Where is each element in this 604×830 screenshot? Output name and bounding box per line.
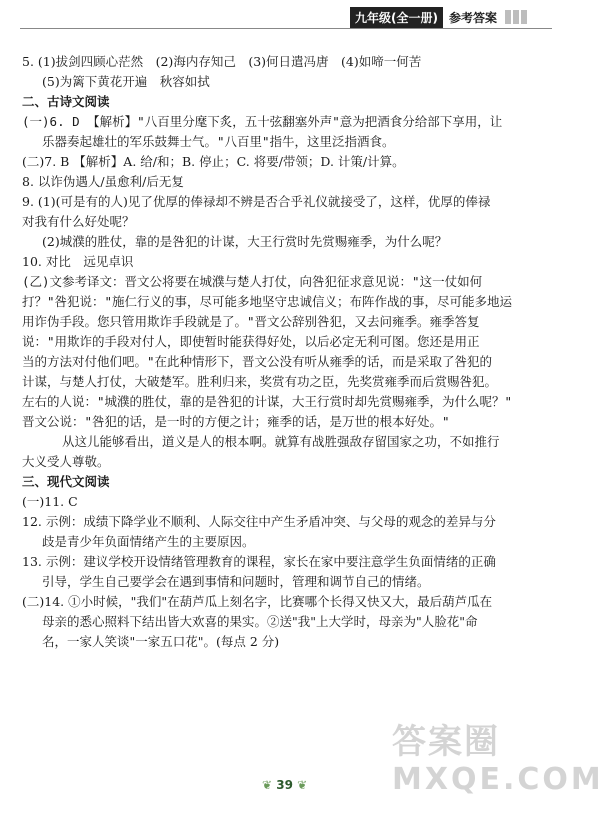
page-number-text: 39 [276, 778, 293, 792]
answer-line: 13. 示例：建议学校开设情绪管理教育的课程，家长在家中要注意学生负面情绪的正确 [22, 554, 496, 569]
translation-line: 从这儿能够看出，道义是人的根本啊。就算有战胜强敌存留国家之功，不如推行 [62, 434, 500, 449]
answer-line: 乐器奏起雄壮的军乐鼓舞士气。"八百里"指牛，这里泛指酒食。 [42, 134, 395, 149]
translation-line: 打？"咎犯说："施仁行义的事，尽可能多地坚守忠诚信义；布阵作战的事，尽可能多地运 [22, 294, 513, 309]
answer-line: 5. (1)拔剑四顾心茫然 (2)海内存知己 (3)何日遣冯唐 (4)如啼一何苦 [22, 54, 422, 69]
translation-line: 当的方法对付他们吧。"在此种情形下，晋文公没有听从雍季的话，而是采取了咎犯的 [22, 354, 493, 369]
answer-line: (二)14. ①小时候，"我们"在葫芦瓜上刻名字，比赛哪个长得又快又大，最后葫芦瓜在 [22, 594, 493, 609]
translation-line: 左右的人说："城濮的胜仗，靠的是咎犯的计谋，大王行赏时却先赏赐雍季，为什么呢？" [22, 394, 513, 409]
answer-line: 对我有什么好处呢？ [22, 214, 135, 229]
translation-line: 晋文公说："咎犯的话，是一时的方便之计；雍季的话，是万世的根本好处。" [22, 414, 450, 429]
section-heading: 二、古诗文阅读 [22, 94, 110, 109]
grade-badge: 九年级(全一册) [350, 7, 443, 28]
answer-line: 9. (1)(可是有的人)见了优厚的俸禄却不辨是否合乎礼仪就接受了，这样，优厚的俸禄 [22, 194, 491, 209]
answer-line: 母亲的悉心照料下结出皆大欢喜的果实。②送"我"上大学时，母亲为"人脸花"命 [42, 614, 478, 629]
answer-line: 12. 示例：成绩下降学业不顺利、人际交往中产生矛盾冲突、与父母的观念的差异与分 [22, 514, 496, 529]
translation-line: 用诈伪手段。您只管用欺诈手段就是了。"晋文公辞别咎犯，又去问雍季。雍季答复 [22, 314, 480, 329]
leaf-left-icon: ❦ [262, 778, 273, 792]
answer-line: (2)城濮的胜仗，靠的是咎犯的计谋，大王行赏时先赏赐雍季，为什么呢？ [42, 234, 448, 249]
section-heading: 三、现代文阅读 [22, 474, 110, 489]
watermark-en: MXQE.COM [392, 762, 604, 797]
answer-line: 名，一家人笑谈"一家五口花"。(每点 2 分) [42, 634, 280, 649]
watermark [392, 722, 604, 822]
answer-line: (一)6. D 【解析】"八百里分麾下炙，五十弦翻塞外声"意为把酒食分给部下享用，让 [22, 114, 503, 129]
answer-line: (二)7. B 【解析】A. 给/和；B. 停止；C. 将要/带领；D. 计策/计算。 [22, 154, 405, 169]
answer-line: 歧是青少年负面情绪产生的主要原因。 [42, 534, 255, 549]
answer-line: 引导，学生自己要学会在遇到事情和问题时，管理和调节自己的情绪。 [42, 574, 430, 589]
watermark-cn: 答案圈 [392, 722, 500, 762]
page-number [262, 778, 307, 792]
answer-line: (5)为篱下黄花开遍 秋容如拭 [42, 74, 210, 89]
answer-label: 参考答案 [448, 10, 497, 25]
answer-content [22, 52, 550, 652]
translation-line: 说："用欺诈的手段对付人，即使暂时能获得好处，以后必定无利可图。您还是用正 [22, 334, 480, 349]
answer-line: (一)11. C [22, 494, 78, 509]
page-header [350, 6, 527, 28]
header-stripes-decoration [503, 10, 527, 24]
translation-line: (乙)文参考译文：晋文公将要在城濮与楚人打仗，向咎犯征求意见说："这一仗如何 [22, 274, 483, 289]
header-rule [20, 28, 552, 29]
translation-line: 计谋，与楚人打仗，大破楚军。胜利归来，奖赏有功之臣，先奖赏雍季而后赏赐咎犯。 [22, 374, 498, 389]
translation-line: 大义受人尊敬。 [22, 454, 110, 469]
answer-line: 10. 对比 远见卓识 [22, 254, 134, 269]
answer-line: 8. 以诈伪遇人/虽愈利/后无复 [22, 174, 184, 189]
leaf-right-icon: ❦ [297, 778, 308, 792]
